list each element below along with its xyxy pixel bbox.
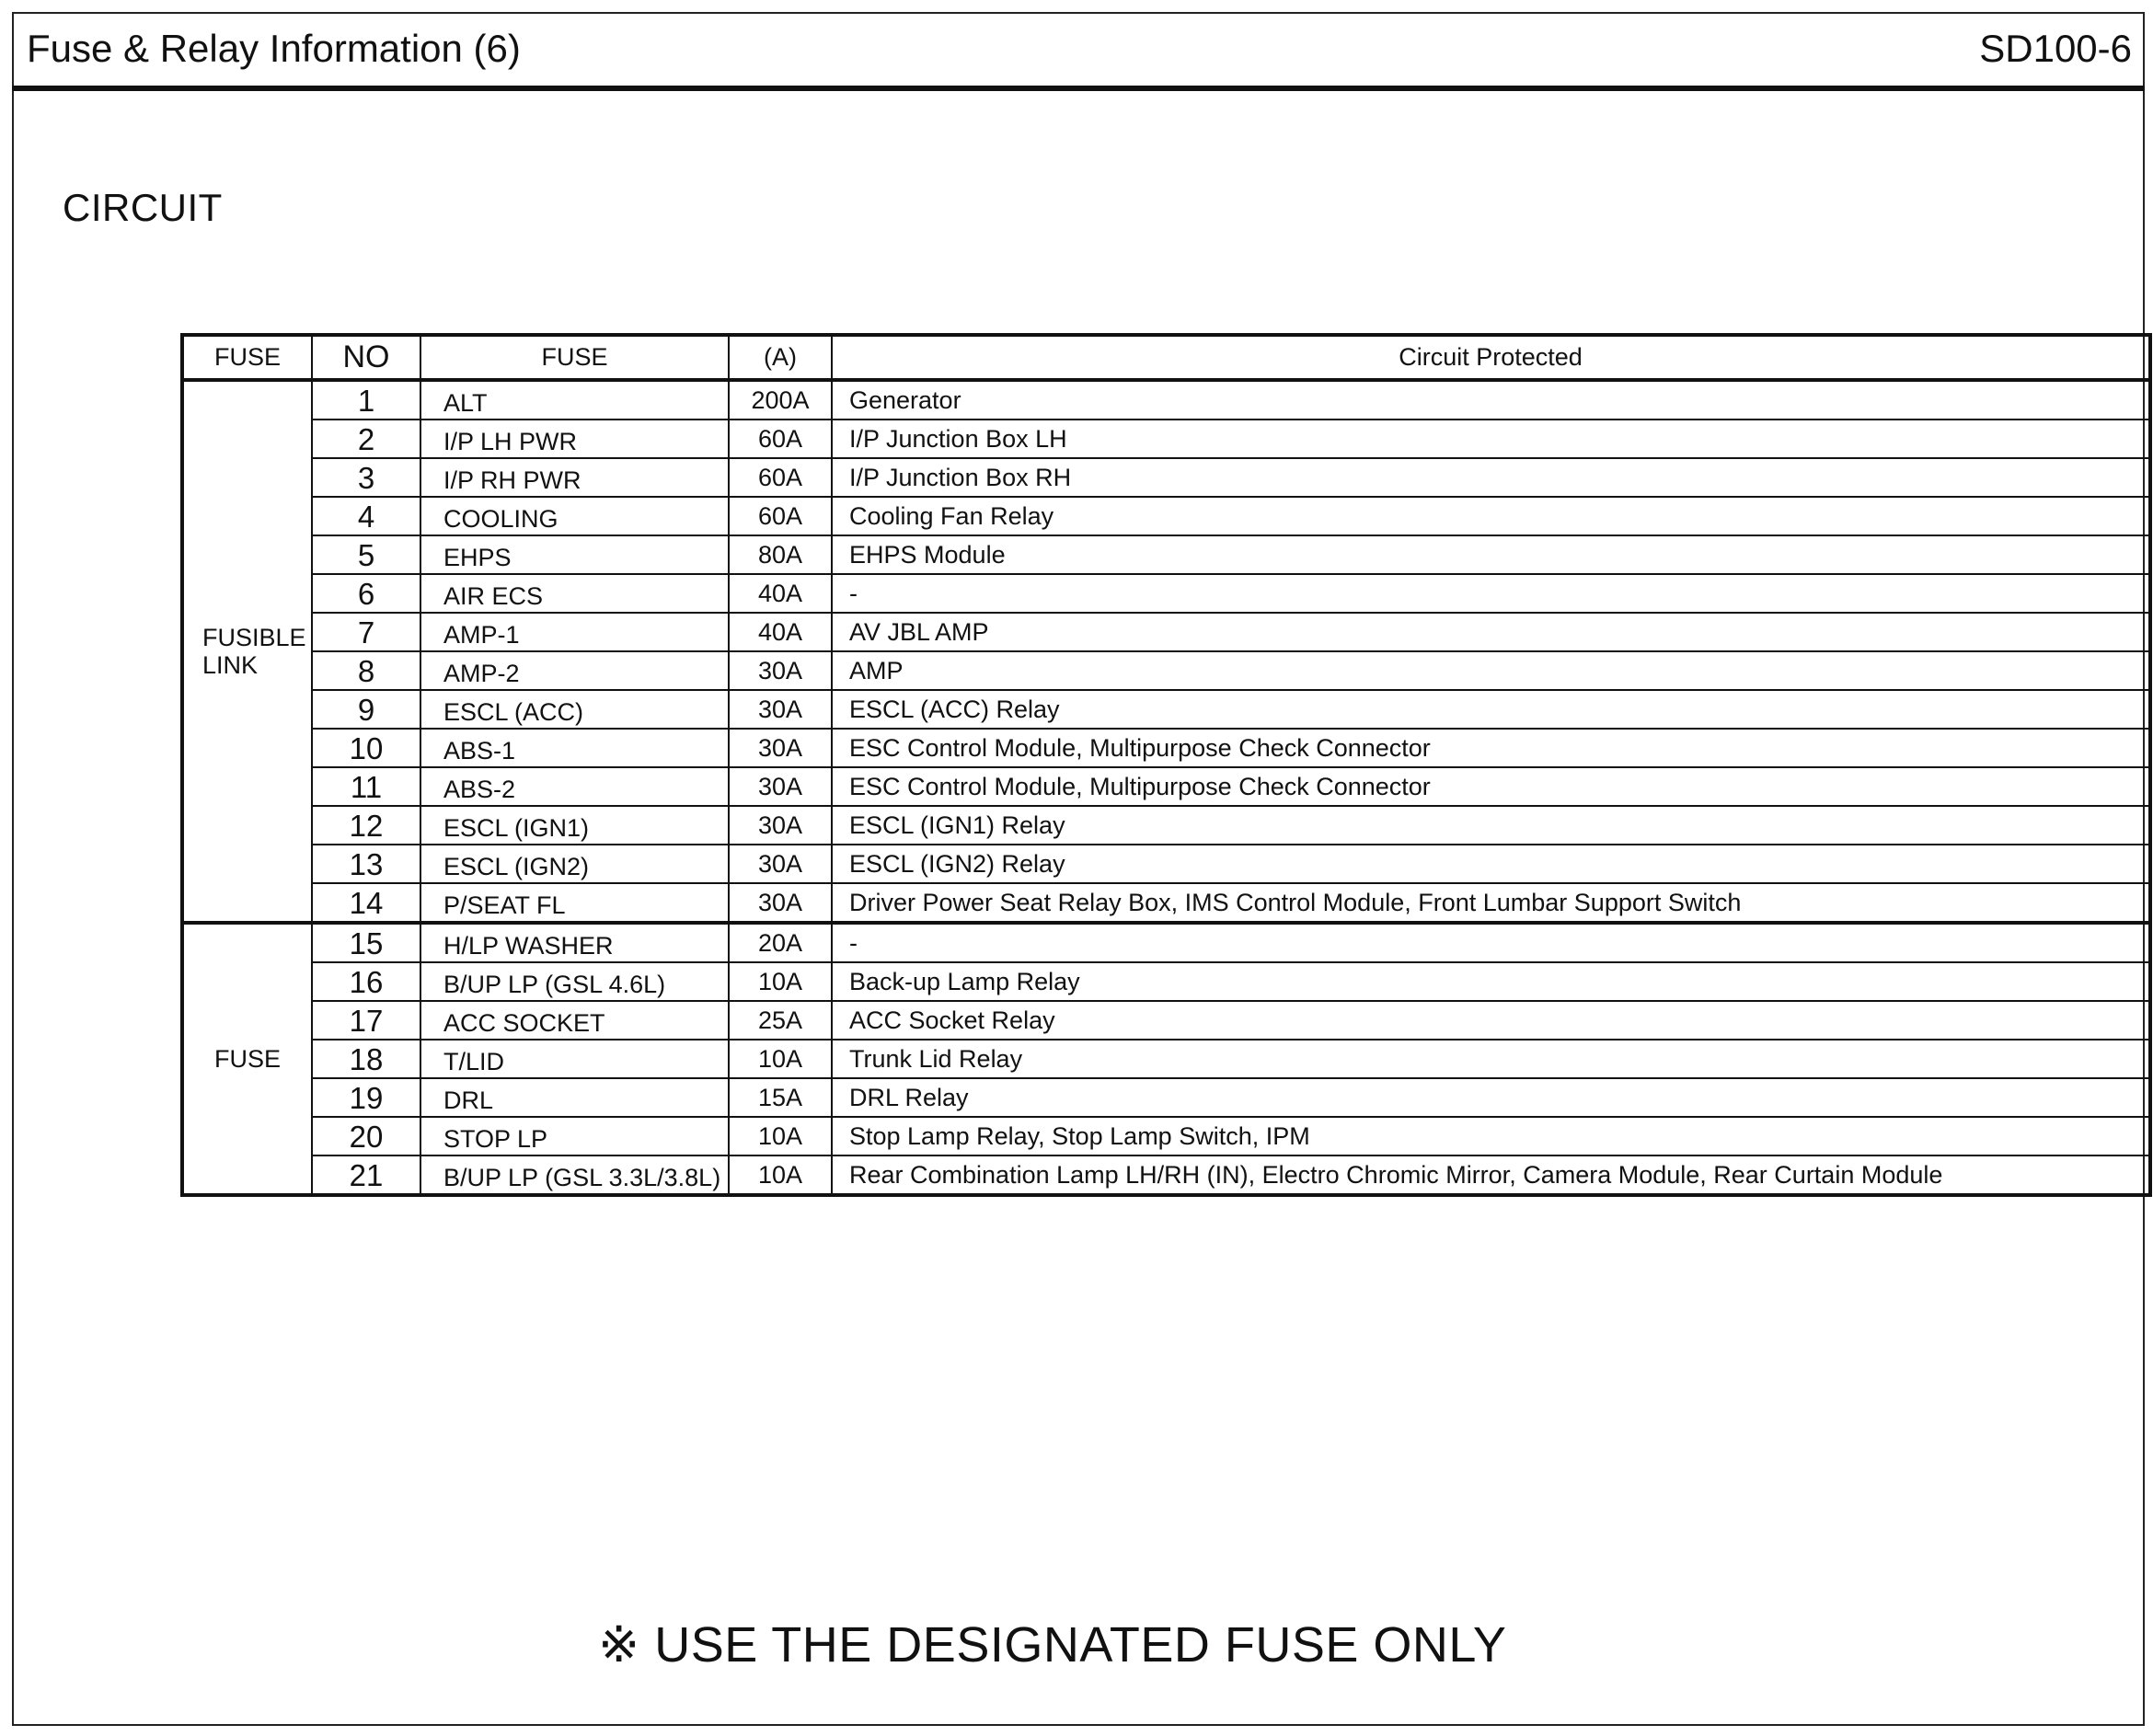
circuit-protected: I/P Junction Box RH [832, 458, 2150, 497]
fuse-name: AIR ECS [420, 574, 729, 613]
fuse-amperage: 10A [729, 1040, 832, 1078]
fuse-name: AMP-1 [420, 613, 729, 651]
table-row [182, 923, 2150, 962]
fuse-number: 3 [312, 458, 420, 497]
page-title: Fuse & Relay Information (6) [27, 27, 521, 70]
fuse-name: EHPS [420, 535, 729, 574]
section-title: CIRCUIT [63, 186, 223, 229]
table-row [182, 1001, 2150, 1040]
fuse-number: 10 [312, 729, 420, 767]
fuse-amperage: 40A [729, 613, 832, 651]
table-row [182, 497, 2150, 535]
fuse-amperage: 30A [729, 806, 832, 845]
fuse-number: 19 [312, 1078, 420, 1117]
circuit-protected: ACC Socket Relay [832, 1001, 2150, 1040]
table-row [182, 962, 2150, 1001]
fuse-number: 13 [312, 845, 420, 883]
fuse-name: T/LID [420, 1040, 729, 1078]
fuse-amperage: 30A [729, 690, 832, 729]
circuit-protected: Generator [832, 380, 2150, 420]
fuse-number: 15 [312, 923, 420, 962]
table-row [182, 1078, 2150, 1117]
circuit-protected: EHPS Module [832, 535, 2150, 574]
table-row [182, 380, 2150, 420]
fuse-name: ABS-1 [420, 729, 729, 767]
table-row [182, 651, 2150, 690]
circuit-protected: DRL Relay [832, 1078, 2150, 1117]
fuse-name: B/UP LP (GSL 3.3L/3.8L) [420, 1155, 729, 1195]
fuse-amperage: 30A [729, 883, 832, 923]
fuse-name: STOP LP [420, 1117, 729, 1155]
circuit-protected: I/P Junction Box LH [832, 420, 2150, 458]
fuse-amperage: 30A [729, 845, 832, 883]
fuse-amperage: 15A [729, 1078, 832, 1117]
fuse-name: ABS-2 [420, 767, 729, 806]
fuse-number: 16 [312, 962, 420, 1001]
fuse-number: 20 [312, 1117, 420, 1155]
page-code: SD100-6 [1979, 27, 2132, 70]
circuit-protected: Rear Combination Lamp LH/RH (IN), Electro Chromic Mirror, Camera Module, Rear Curtain Module [832, 1155, 2150, 1195]
circuit-protected: AMP [832, 651, 2150, 690]
fuse-name: COOLING [420, 497, 729, 535]
fuse-amperage: 40A [729, 574, 832, 613]
fuse-number: 17 [312, 1001, 420, 1040]
circuit-protected: ESC Control Module, Multipurpose Check Connector [832, 767, 2150, 806]
table-row [182, 1040, 2150, 1078]
fuse-name: ALT [420, 380, 729, 420]
fuse-number: 21 [312, 1155, 420, 1195]
fuse-number: 4 [312, 497, 420, 535]
fuse-amperage: 10A [729, 962, 832, 1001]
table-row [182, 458, 2150, 497]
fuse-name: ESCL (IGN2) [420, 845, 729, 883]
fuse-name: H/LP WASHER [420, 923, 729, 962]
fuse-name: DRL [420, 1078, 729, 1117]
fuse-number: 7 [312, 613, 420, 651]
page-header [12, 12, 2145, 91]
group-label: FUSIBLE LINK [182, 380, 312, 923]
fuse-number: 8 [312, 651, 420, 690]
circuit-protected: ESCL (IGN1) Relay [832, 806, 2150, 845]
fuse-amperage: 20A [729, 923, 832, 962]
circuit-protected: Back-up Lamp Relay [832, 962, 2150, 1001]
fuse-name: I/P RH PWR [420, 458, 729, 497]
fuse-name: ESCL (IGN1) [420, 806, 729, 845]
table-row [182, 535, 2150, 574]
table-row [182, 1155, 2150, 1195]
fuse-name: ESCL (ACC) [420, 690, 729, 729]
fuse-amperage: 10A [729, 1117, 832, 1155]
fuse-name: ACC SOCKET [420, 1001, 729, 1040]
fuse-number: 5 [312, 535, 420, 574]
table-row [182, 574, 2150, 613]
fuse-number: 18 [312, 1040, 420, 1078]
fuse-amperage: 30A [729, 651, 832, 690]
circuit-protected: ESCL (IGN2) Relay [832, 845, 2150, 883]
fuse-amperage: 30A [729, 767, 832, 806]
fuse-amperage: 30A [729, 729, 832, 767]
fuse-number: 14 [312, 883, 420, 923]
group-label: FUSE [182, 923, 312, 1195]
table-row [182, 1117, 2150, 1155]
table-body [182, 380, 2150, 1195]
fuse-amperage: 60A [729, 497, 832, 535]
table-row [182, 420, 2150, 458]
fuse-number: 6 [312, 574, 420, 613]
circuit-protected: AV JBL AMP [832, 613, 2150, 651]
circuit-protected: - [832, 923, 2150, 962]
table-header-row [182, 335, 2150, 380]
fuse-table [180, 333, 2152, 1197]
fuse-amperage: 10A [729, 1155, 832, 1195]
table-row [182, 690, 2150, 729]
column-header-amperage: (A) [729, 335, 832, 380]
fuse-amperage: 80A [729, 535, 832, 574]
column-header-circuit-protected: Circuit Protected [832, 335, 2150, 380]
fuse-number: 11 [312, 767, 420, 806]
table-row [182, 806, 2150, 845]
circuit-protected: ESCL (ACC) Relay [832, 690, 2150, 729]
fuse-number: 12 [312, 806, 420, 845]
designated-fuse-note: ※ USE THE DESIGNATED FUSE ONLY [598, 1617, 1507, 1673]
fuse-amperage: 200A [729, 380, 832, 420]
fuse-number: 9 [312, 690, 420, 729]
column-header-fuse-name: FUSE [420, 335, 729, 380]
table-row [182, 767, 2150, 806]
table-row [182, 613, 2150, 651]
fuse-name: I/P LH PWR [420, 420, 729, 458]
fuse-number: 1 [312, 380, 420, 420]
circuit-protected: Stop Lamp Relay, Stop Lamp Switch, IPM [832, 1117, 2150, 1155]
fuse-name: P/SEAT FL [420, 883, 729, 923]
table-row [182, 845, 2150, 883]
fuse-name: B/UP LP (GSL 4.6L) [420, 962, 729, 1001]
circuit-protected: Driver Power Seat Relay Box, IMS Control Module, Front Lumbar Support Switch [832, 883, 2150, 923]
fuse-name: AMP-2 [420, 651, 729, 690]
column-header-no: NO [312, 335, 420, 380]
table-row [182, 729, 2150, 767]
circuit-protected: ESC Control Module, Multipurpose Check Connector [832, 729, 2150, 767]
table-row [182, 883, 2150, 923]
circuit-protected: Trunk Lid Relay [832, 1040, 2150, 1078]
fuse-amperage: 60A [729, 458, 832, 497]
fuse-amperage: 25A [729, 1001, 832, 1040]
circuit-protected: Cooling Fan Relay [832, 497, 2150, 535]
column-header-fuse-type: FUSE [182, 335, 312, 380]
circuit-protected: - [832, 574, 2150, 613]
fuse-amperage: 60A [729, 420, 832, 458]
fuse-number: 2 [312, 420, 420, 458]
